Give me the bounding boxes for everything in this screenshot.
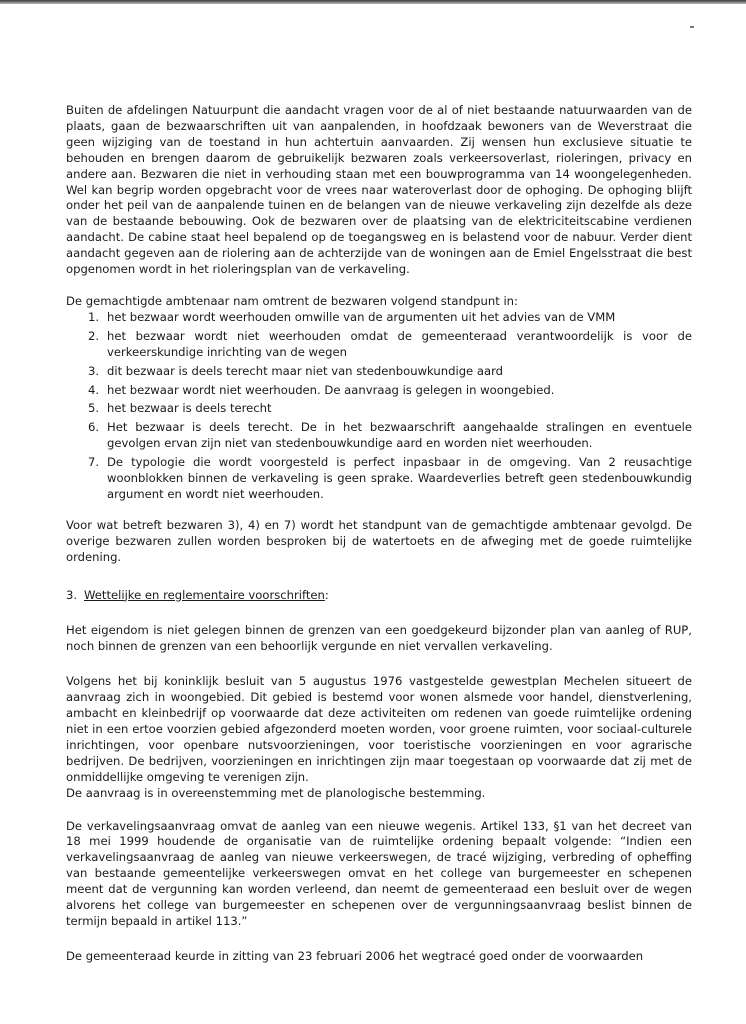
standpunt-text: dit bezwaar is deels terecht maar niet van stedenbouwkundige aard [107, 363, 503, 378]
standpunt-item [88, 420, 692, 452]
standpunt-item [88, 329, 692, 361]
standpunt-item [88, 401, 692, 417]
standpunt-number: 7. [88, 455, 100, 470]
standpunt-list [66, 310, 692, 503]
standpunt-number: 5. [88, 401, 100, 416]
section-number: 3. [66, 587, 78, 602]
paragraph-gewestplan: Volgens het bij koninklijk besluit van 5 augustus 1976 vastgestelde gewestplan Mechelen situeert de aanvraag zich in woongebied. Dit gebied is bestemd voor wonen alsmede voor handel, dienstverlening, ambacht en kleinbedrijf op voorwaarde dat deze activiteiten om redenen van goede ruimtelijke ordening niet in een ertoe voorzien gebied afgezonderd moeten worden, voor groene ruimten, voor sociaal-culturele inrichtingen, voor openbare nutsvoorzieningen, voor toeristische voorzieningen en voor agrarische bedrijven. De bedrijven, voorzieningen en inrichtingen zijn maar toegestaan op voorwaarde dat zij met de onmiddellijke omgeving te verenigen zijn. [66, 674, 692, 784]
paragraph-conclusie-bezwaren: Voor wat betreft bezwaren 3), 4) en 7) wordt het standpunt van de gemachtigde ambtenaar gevolgd. De overige bezwaren zullen worden besproken bij de watertoets en de afweging met de goede ruimtelijke ordening. [66, 517, 692, 564]
standpunt-text: Het bezwaar is deels terecht. De in het bezwaarschrift aangehaalde stralingen en eventuele gevolgen ervan zijn niet van stedenbouwkundige aard en worden niet weerhouden. [107, 420, 692, 451]
standpunt-number: 2. [88, 328, 100, 343]
standpunt-text: het bezwaar wordt weerhouden omwille van de argumenten uit het advies van de VMM [107, 309, 616, 324]
standpunt-text: het bezwaar wordt niet weerhouden omdat de gemeenteraad verantwoordelijk is voor de verkeerskundige inrichting van de wegen [107, 328, 692, 359]
standpunt-number: 6. [88, 420, 100, 435]
paragraph-gemeenteraad: De gemeenteraad keurde in zitting van 23 februari 2006 het wegtracé goed onder de voorwaarden [66, 948, 644, 963]
section-title: Wettelijke en reglementaire voorschriften [84, 587, 325, 602]
standpunt-number: 4. [88, 382, 100, 397]
scan-top-edge [0, 0, 746, 4]
paragraph-overeenstemming: De aanvraag is in overeenstemming met de planologische bestemming. [66, 785, 486, 800]
section-3-heading [66, 588, 692, 604]
standpunt-text: het bezwaar is deels terecht [107, 401, 272, 416]
section-title-colon: : [324, 587, 329, 602]
paragraph-eigendom: Het eigendom is niet gelegen binnen de grenzen van een goedgekeurd bijzonder plan van aanleg of RUP, noch binnen de grenzen van een behoorlijk vergunde en niet vervallen verkaveling. [66, 623, 692, 654]
standpunt-item [88, 383, 692, 399]
standpunt-number: 1. [88, 309, 100, 324]
standpunt-number: 3. [88, 363, 100, 378]
paragraph-standpunt-intro: De gemachtigde ambtenaar nam omtrent de bezwaren volgend standpunt in: [66, 293, 518, 308]
standpunt-item [88, 364, 692, 380]
paragraph-wegenis: De verkavelingsaanvraag omvat de aanleg van een nieuwe wegenis. Artikel 133, §1 van het decreet van 18 mei 1999 houdende de organisatie van de ruimtelijke ordening bepaalt volgende: “Indien een verkavelingsaanvraag de aanleg van nieuwe verkeerswegen, de tracé wijziging, verbreding of opheffing van bestaande gemeentelijke verkeerswegen omvat en het college van burgemeester en schepenen meent dat de vergunning kan worden verleend, dan neemt de gemeenteraad een besluit over de wegen alvorens het college van burgemeester en schepenen over de vergunningsaanvraag beslist binnen de termijn bepaald in artikel 113.” [66, 818, 692, 928]
document-page [66, 103, 692, 965]
standpunt-text: De typologie die wordt voorgesteld is perfect inpasbaar in de omgeving. Van 2 reusachtige woonblokken binnen de verkaveling is geen sprake. Waardeverlies betreft geen stedenbouwkundig argument en wordt niet weerhouden. [107, 455, 692, 501]
paragraph-bezwaren: Buiten de afdelingen Natuurpunt die aandacht vragen voor de al of niet bestaande natuurwaarden van de plaats, gaan de bezwaarschriften uit van aanpalenden, in hoofdzaak bewoners van de Weverstraat die geen wijziging van de toestand in hun achtertuin aanvaarden. Zij wensen hun exclusieve situatie te behouden en brengen daarom de gebruikelijk bezwaren zoals verkeersoverlast, rioleringen, privacy en andere aan. Bezwaren die niet in verhouding staan met een bouwprogramma van 14 woongelegenheden. Wel kan begrip worden opgebracht voor de vrees naar wateroverlast door de ophoging. De ophoging blijft onder het peil van de aanpalende tuinen en de belangen van de nieuwe verkaveling zijn dezelfde als deze van de bestaande bebouwing. Ook de bezwaren over de plaatsing van de elektriciteitscabine verdienen aandacht. De cabine staat heel bepalend op de toegangsweg en is belastend voor de nabuur. Verder dient aandacht gegeven aan de riolering aan de achterzijde van de woningen aan de Emiel Engelsstraat die best opgenomen wordt in het rioleringsplan van de verkaveling. [66, 103, 692, 277]
scan-speck [690, 26, 694, 28]
standpunt-text: het bezwaar wordt niet weerhouden. De aanvraag is gelegen in woongebied. [107, 382, 555, 397]
standpunt-item [88, 455, 692, 503]
standpunt-item [88, 310, 692, 326]
